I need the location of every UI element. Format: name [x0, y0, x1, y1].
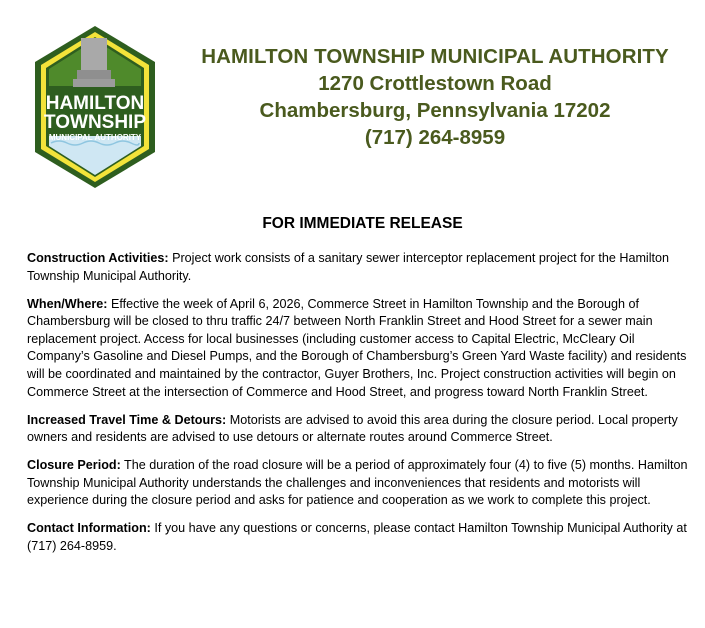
- city-state-zip: Chambersburg, Pennsylvania 17202: [259, 99, 611, 122]
- authority-logo: [33, 24, 157, 190]
- paragraph-construction: [27, 250, 699, 285]
- paragraph-label: Closure Period:: [27, 458, 121, 473]
- press-release-body: [27, 250, 699, 566]
- paragraph-text: Motorists are advised to avoid this area during the closure period. Local property owners and residents are advised to use detours or alternate routes around Commerce Street.: [27, 412, 678, 445]
- paragraph-text: The duration of the road closure will be a period of approximately four (4) to five (5) months. Hamilton Township Municipal Authority understands the challenges and inconveniences that residents and motorists will experience during the closure period and asks for patience and cooperation as we work to complete this project.: [27, 458, 688, 508]
- paragraph-label: Contact Information:: [27, 521, 151, 536]
- organization-name: HAMILTON TOWNSHIP MUNICIPAL AUTHORITY: [201, 45, 669, 68]
- paragraph-label: Increased Travel Time & Detours:: [27, 412, 227, 427]
- hexagon-logo-icon: [33, 24, 157, 190]
- logo-line3: MUNICIPAL AUTHORITY: [48, 133, 142, 142]
- paragraph-when-where: [27, 296, 699, 402]
- logo-line2: TOWNSHIP: [43, 112, 147, 133]
- paragraph-text: Project work consists of a sanitary sewer interceptor replacement project for the Hamilton Township Municipal Authority.: [27, 251, 670, 283]
- paragraph-detours: [27, 412, 699, 447]
- logo-line1: HAMILTON: [45, 93, 145, 114]
- paragraph-label: Construction Activities:: [27, 251, 169, 265]
- paragraph-text: Effective the week of April 6, 2026, Commerce Street in Hamilton Township and the Borough of Chambersburg will be closed to thru traffic 24/7 between North Franklin Street and Hood Street for a sewer main replacement project. Access for local businesses (including customer access to Capital Electric, McCleary Oil Company’s Gasoline and Diesel Pumps, and the Borough of Chambersburg’s Green Yard Waste facility) and residents will be coordinated and maintained by the contractor, Guyer Brothers, Inc. Project construction activities will begin on Commerce Street at the intersection of Commerce and Hood Street, and progress toward North Franklin Street.: [27, 296, 687, 399]
- paragraph-closure-period: [27, 457, 699, 510]
- paragraph-contact: [27, 520, 699, 555]
- paragraph-text: If you have any questions or concerns, please contact Hamilton Township Municipal Authority at (717) 264-8959.: [27, 521, 687, 553]
- street-address: 1270 Crottlestown Road: [318, 72, 552, 95]
- release-heading: FOR IMMEDIATE RELEASE: [262, 215, 463, 232]
- phone-number: (717) 264-8959: [364, 126, 506, 149]
- letterhead: [175, 44, 695, 151]
- paragraph-label: When/Where:: [27, 296, 108, 311]
